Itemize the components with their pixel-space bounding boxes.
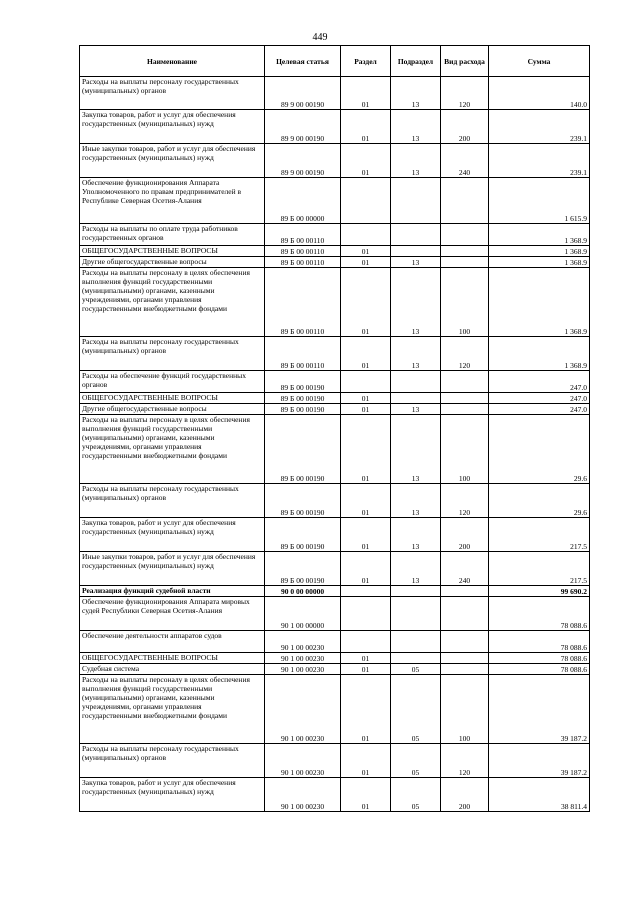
row-section (341, 224, 391, 246)
row-target: 90 1 00 00230 (265, 744, 341, 778)
row-name: Расходы на выплаты по оплате труда работников государственных органов (80, 224, 265, 246)
header-target: Целевая статья (265, 46, 341, 77)
row-subsection (391, 246, 441, 257)
row-section: 01 (341, 77, 391, 110)
row-subsection (391, 653, 441, 664)
row-target: 90 0 00 00000 (265, 586, 341, 597)
row-section: 01 (341, 552, 391, 586)
row-subsection (391, 631, 441, 653)
row-amount: 1 368.9 (489, 337, 590, 371)
row-expense-type: 100 (441, 675, 489, 744)
row-name: Обеспечение функционирования Аппарата мировых судей Республики Северная Осетия-Алания (80, 597, 265, 631)
row-amount: 247.0 (489, 371, 590, 393)
row-amount: 239.1 (489, 144, 590, 178)
row-target: 89 Б 00 00190 (265, 518, 341, 552)
row-target: 90 1 00 00230 (265, 653, 341, 664)
row-name: Закупка товаров, работ и услуг для обеспечения государственных (муниципальных) нужд (80, 518, 265, 552)
row-amount: 99 690.2 (489, 586, 590, 597)
header-section: Раздел (341, 46, 391, 77)
header-subsection: Подраздел (391, 46, 441, 77)
row-subsection (391, 597, 441, 631)
row-subsection: 13 (391, 484, 441, 518)
row-expense-type (441, 664, 489, 675)
row-subsection: 05 (391, 675, 441, 744)
row-expense-type (441, 653, 489, 664)
table-row (80, 337, 590, 371)
table-row (80, 404, 590, 415)
row-target: 89 9 00 00190 (265, 110, 341, 144)
row-expense-type: 200 (441, 778, 489, 812)
table-row (80, 257, 590, 268)
row-subsection: 13 (391, 518, 441, 552)
row-name: Расходы на выплаты персоналу государственных (муниципальных) органов (80, 484, 265, 518)
row-expense-type (441, 393, 489, 404)
header-amount: Сумма (489, 46, 590, 77)
row-expense-type (441, 371, 489, 393)
row-target: 89 9 00 00190 (265, 77, 341, 110)
row-subsection: 05 (391, 664, 441, 675)
row-section (341, 631, 391, 653)
row-expense-type: 240 (441, 144, 489, 178)
row-expense-type: 200 (441, 518, 489, 552)
header-name: Наименование (80, 46, 265, 77)
row-amount: 78 088.6 (489, 664, 590, 675)
row-target: 90 1 00 00230 (265, 675, 341, 744)
row-subsection (391, 586, 441, 597)
table-row (80, 484, 590, 518)
row-amount: 1 368.9 (489, 224, 590, 246)
row-amount: 29.6 (489, 484, 590, 518)
table-row (80, 631, 590, 653)
row-name: Закупка товаров, работ и услуг для обеспечения государственных (муниципальных) нужд (80, 778, 265, 812)
table-row (80, 268, 590, 337)
row-target: 90 1 00 00000 (265, 597, 341, 631)
row-name: Расходы на выплаты персоналу в целях обеспечения выполнения функций государственными (муниципальными) органами, казенными учреждениями, органами управления государственными внебюджетными фондами (80, 675, 265, 744)
table-row (80, 664, 590, 675)
page-number: 449 (312, 32, 328, 43)
row-section: 01 (341, 337, 391, 371)
table-row (80, 144, 590, 178)
row-target: 89 Б 00 00110 (265, 337, 341, 371)
row-expense-type: 120 (441, 484, 489, 518)
row-section: 01 (341, 393, 391, 404)
row-section: 01 (341, 246, 391, 257)
table-row (80, 415, 590, 484)
row-name: ОБЩЕГОСУДАРСТВЕННЫЕ ВОПРОСЫ (80, 653, 265, 664)
row-name: Обеспечение функционирования Аппарата Уполномоченного по правам предпринимателей в Республике Северная Осетия-Алания (80, 178, 265, 224)
row-name: Расходы на выплаты персоналу государственных (муниципальных) органов (80, 744, 265, 778)
row-amount: 38 811.4 (489, 778, 590, 812)
row-name: Расходы на выплаты персоналу государственных (муниципальных) органов (80, 337, 265, 371)
row-amount: 1 368.9 (489, 246, 590, 257)
row-name: Расходы на обеспечение функций государственных органов (80, 371, 265, 393)
row-section: 01 (341, 144, 391, 178)
row-target: 90 1 00 00230 (265, 664, 341, 675)
table-row (80, 371, 590, 393)
row-name: Обеспечение деятельности аппаратов судов (80, 631, 265, 653)
row-target: 89 9 00 00190 (265, 144, 341, 178)
row-target: 89 Б 00 00190 (265, 484, 341, 518)
row-target: 89 Б 00 00110 (265, 224, 341, 246)
row-expense-type (441, 586, 489, 597)
row-section (341, 178, 391, 224)
header-expense-type: Вид расхода (441, 46, 489, 77)
row-name: Иные закупки товаров, работ и услуг для обеспечения государственных (муниципальных) нужд (80, 144, 265, 178)
table-row (80, 675, 590, 744)
row-target: 89 Б 00 00110 (265, 246, 341, 257)
row-amount: 78 088.6 (489, 597, 590, 631)
row-amount: 247.0 (489, 393, 590, 404)
row-subsection: 13 (391, 144, 441, 178)
row-amount: 140.0 (489, 77, 590, 110)
row-name: Реализация функций судебной власти (80, 586, 265, 597)
row-section: 01 (341, 415, 391, 484)
row-section: 01 (341, 518, 391, 552)
row-subsection (391, 178, 441, 224)
row-amount: 39 187.2 (489, 744, 590, 778)
row-name: Расходы на выплаты персоналу в целях обеспечения выполнения функций государственными (муниципальными) органами, казенными учреждениями, органами управления государственными внебюджетными фондами (80, 268, 265, 337)
row-section (341, 597, 391, 631)
row-section: 01 (341, 484, 391, 518)
table-row (80, 77, 590, 110)
row-expense-type (441, 178, 489, 224)
row-expense-type (441, 257, 489, 268)
row-subsection: 05 (391, 744, 441, 778)
row-subsection (391, 371, 441, 393)
table-row (80, 110, 590, 144)
row-expense-type: 100 (441, 268, 489, 337)
row-expense-type (441, 631, 489, 653)
row-amount: 247.0 (489, 404, 590, 415)
table-row (80, 178, 590, 224)
row-target: 90 1 00 00230 (265, 778, 341, 812)
table-header-row (80, 46, 590, 77)
row-section: 01 (341, 268, 391, 337)
table-row (80, 552, 590, 586)
row-section: 01 (341, 110, 391, 144)
row-section: 01 (341, 675, 391, 744)
row-subsection: 13 (391, 77, 441, 110)
table-row (80, 246, 590, 257)
row-target: 89 Б 00 00190 (265, 393, 341, 404)
row-amount: 1 368.9 (489, 268, 590, 337)
row-expense-type: 120 (441, 77, 489, 110)
row-amount: 78 088.6 (489, 631, 590, 653)
row-subsection: 13 (391, 552, 441, 586)
row-name: Расходы на выплаты персоналу государственных (муниципальных) органов (80, 77, 265, 110)
row-name: Судебная система (80, 664, 265, 675)
row-amount: 217.5 (489, 518, 590, 552)
table-row (80, 653, 590, 664)
row-section: 01 (341, 257, 391, 268)
row-subsection: 13 (391, 415, 441, 484)
row-subsection: 13 (391, 110, 441, 144)
row-subsection (391, 224, 441, 246)
row-subsection: 13 (391, 268, 441, 337)
row-expense-type: 120 (441, 337, 489, 371)
table-row (80, 778, 590, 812)
table-row (80, 744, 590, 778)
row-name: ОБЩЕГОСУДАРСТВЕННЫЕ ВОПРОСЫ (80, 246, 265, 257)
row-subsection: 13 (391, 337, 441, 371)
row-target: 89 Б 00 00190 (265, 415, 341, 484)
row-target: 89 Б 00 00190 (265, 404, 341, 415)
row-amount: 39 187.2 (489, 675, 590, 744)
row-subsection: 13 (391, 404, 441, 415)
row-expense-type (441, 404, 489, 415)
row-name: Другие общегосударственные вопросы (80, 257, 265, 268)
row-section: 01 (341, 653, 391, 664)
row-subsection: 05 (391, 778, 441, 812)
row-section: 01 (341, 664, 391, 675)
table-row (80, 224, 590, 246)
row-expense-type: 120 (441, 744, 489, 778)
row-expense-type: 200 (441, 110, 489, 144)
row-amount: 29.6 (489, 415, 590, 484)
table-body (80, 77, 590, 812)
table-row (80, 518, 590, 552)
row-target: 89 Б 00 00190 (265, 371, 341, 393)
row-section: 01 (341, 744, 391, 778)
row-section (341, 371, 391, 393)
row-amount: 1 368.9 (489, 257, 590, 268)
row-amount: 217.5 (489, 552, 590, 586)
row-name: Другие общегосударственные вопросы (80, 404, 265, 415)
row-expense-type: 100 (441, 415, 489, 484)
row-amount: 1 615.9 (489, 178, 590, 224)
row-subsection: 13 (391, 257, 441, 268)
row-target: 89 Б 00 00110 (265, 257, 341, 268)
row-expense-type (441, 246, 489, 257)
table-row (80, 597, 590, 631)
row-section (341, 586, 391, 597)
row-name: ОБЩЕГОСУДАРСТВЕННЫЕ ВОПРОСЫ (80, 393, 265, 404)
row-target: 89 Б 00 00190 (265, 552, 341, 586)
row-expense-type (441, 597, 489, 631)
row-target: 89 Б 00 00000 (265, 178, 341, 224)
row-subsection (391, 393, 441, 404)
row-section: 01 (341, 404, 391, 415)
table-row (80, 586, 590, 597)
budget-table (79, 45, 590, 812)
row-name: Расходы на выплаты персоналу в целях обеспечения выполнения функций государственными (муниципальными) органами, казенными учреждениями, органами управления государственными внебюджетными фондами (80, 415, 265, 484)
row-name: Иные закупки товаров, работ и услуг для обеспечения государственных (муниципальных) нужд (80, 552, 265, 586)
table-row (80, 393, 590, 404)
row-amount: 78 088.6 (489, 653, 590, 664)
row-target: 90 1 00 00230 (265, 631, 341, 653)
row-expense-type: 240 (441, 552, 489, 586)
row-name: Закупка товаров, работ и услуг для обеспечения государственных (муниципальных) нужд (80, 110, 265, 144)
row-target: 89 Б 00 00110 (265, 268, 341, 337)
row-expense-type (441, 224, 489, 246)
row-section: 01 (341, 778, 391, 812)
row-amount: 239.1 (489, 110, 590, 144)
